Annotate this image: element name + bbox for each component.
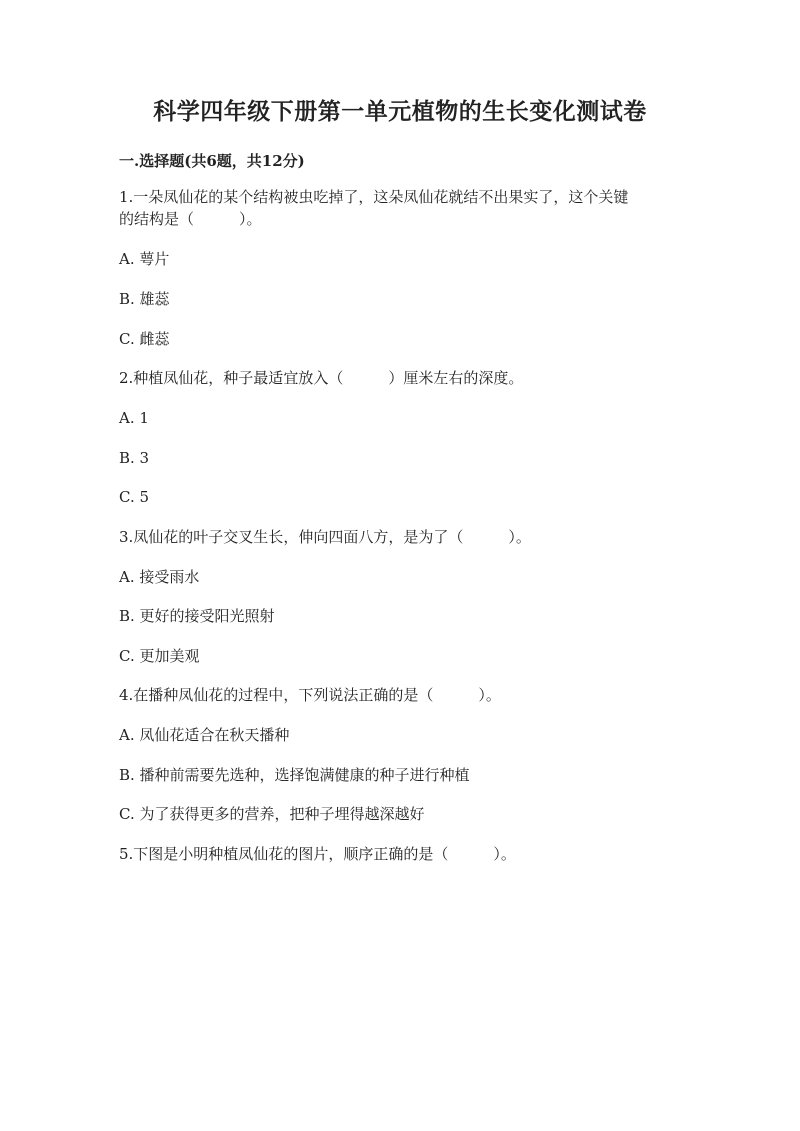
page-title: 科学四年级下册第一单元植物的生长变化测试卷 bbox=[153, 98, 647, 125]
question-1-option-a: A. 萼片 bbox=[119, 250, 170, 268]
question-3-stem: 3.凤仙花的叶子交叉生长，伸向四面八方，是为了（ ）。 bbox=[119, 528, 531, 546]
question-5-stem: 5.下图是小明种植凤仙花的图片，顺序正确的是（ ）。 bbox=[119, 845, 516, 863]
question-4-stem: 4.在播种凤仙花的过程中，下列说法正确的是（ ）。 bbox=[119, 686, 501, 704]
question-2-option-c: C. 5 bbox=[119, 488, 150, 506]
question-1-option-b: B. 雄蕊 bbox=[119, 290, 170, 308]
question-2-option-b: B. 3 bbox=[119, 449, 150, 467]
question-1-stem-line-1: 1.一朵凤仙花的某个结构被虫吃掉了，这朵凤仙花就结不出果实了，这个关键 bbox=[119, 188, 629, 206]
question-1-option-c: C. 雌蕊 bbox=[119, 330, 170, 348]
question-2-option-a: A. 1 bbox=[119, 409, 149, 427]
question-2-stem: 2.种植凤仙花，种子最适宜放入（ ）厘米左右的深度。 bbox=[119, 369, 524, 387]
question-1-stem-line-2: 的结构是（ ）。 bbox=[119, 210, 262, 228]
question-3-option-c: C. 更加美观 bbox=[119, 647, 200, 665]
question-3-option-a: A. 接受雨水 bbox=[119, 568, 200, 586]
question-3-option-b: B. 更好的接受阳光照射 bbox=[119, 607, 275, 625]
question-4-option-b: B. 播种前需要先选种，选择饱满健康的种子进行种植 bbox=[119, 766, 470, 784]
question-4-option-a: A. 凤仙花适合在秋天播种 bbox=[119, 726, 290, 744]
question-4-option-c: C. 为了获得更多的营养，把种子埋得越深越好 bbox=[119, 805, 425, 823]
section-heading: 一.选择题(共6题，共12分) bbox=[119, 152, 305, 170]
